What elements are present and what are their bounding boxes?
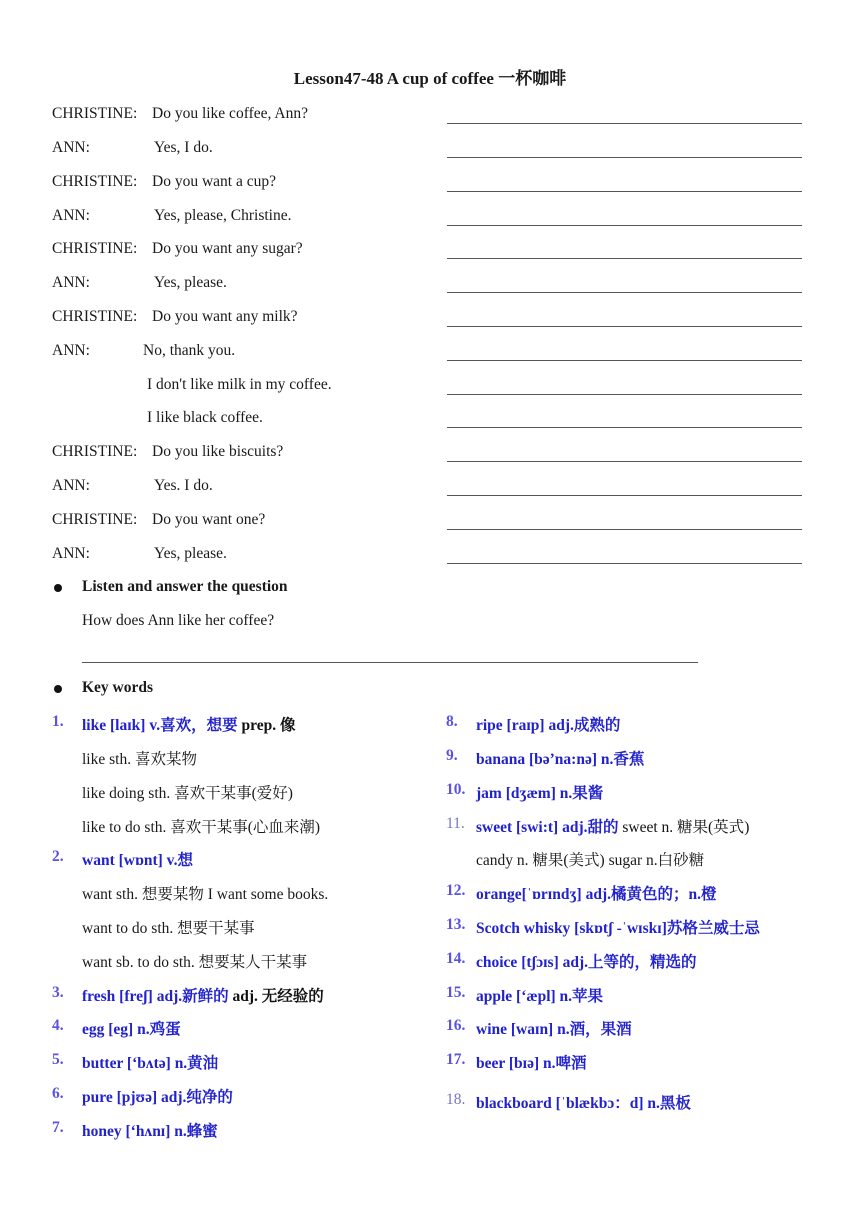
item-number: 3. [52, 984, 64, 1001]
dialogue-line [52, 105, 308, 123]
keyword-entry [476, 1091, 691, 1113]
keyword-main: banana [bə’na:nə] n.香蕉 [476, 751, 645, 768]
usage-line: like sth. 喜欢某物 [82, 751, 197, 768]
keyword-main: butter [‘bʌtə] n.黄油 [82, 1055, 219, 1072]
usage-line: want to do sth. 想要干某事 [82, 920, 255, 937]
keyword-main: jam [dʒæm] n.果酱 [476, 785, 604, 802]
keyword-entry [82, 1119, 218, 1141]
dialogue-line [52, 308, 298, 326]
speaker: ANN: [52, 139, 90, 156]
item-number: 15. [446, 984, 466, 1001]
usage-line: want sb. to do sth. 想要某人干某事 [82, 954, 308, 971]
item-number: 13. [446, 916, 466, 933]
dialogue-line [52, 409, 263, 427]
item-number: 9. [446, 747, 458, 764]
dialogue-line [52, 545, 227, 563]
page-title: Lesson47-48 A cup of coffee 一杯咖啡 [293, 69, 567, 88]
keyword-entry [82, 984, 324, 1006]
keyword-main: fresh [freʃ] adj.新鲜的 [82, 988, 229, 1005]
item-number: 14. [446, 950, 466, 967]
item-number: 2. [52, 848, 64, 865]
dialogue-line [52, 443, 283, 461]
keyword-entry [476, 747, 644, 769]
line-text: Yes, please, Christine. [154, 207, 292, 224]
dialogue-line [52, 173, 276, 191]
translation-blank[interactable] [447, 292, 802, 293]
item-number: 10. [446, 781, 466, 798]
speaker: ANN: [52, 477, 90, 494]
speaker: ANN: [52, 342, 90, 359]
line-text: Yes, please. [154, 274, 227, 291]
line-text: I like black coffee. [147, 409, 263, 426]
item-number: 18. [446, 1091, 466, 1108]
item-number: 16. [446, 1017, 466, 1034]
bullet-icon [54, 685, 62, 693]
keyword-main: ripe [raɪp] adj.成熟的 [476, 717, 621, 734]
translation-blank[interactable] [447, 123, 802, 124]
dialogue-line [52, 342, 235, 360]
speaker: CHRISTINE: [52, 511, 138, 528]
line-text: Yes, I do. [154, 139, 213, 156]
keyword-entry [476, 713, 620, 735]
keyword-main: apple [‘æpl] n.苹果 [476, 988, 604, 1005]
speaker: CHRISTINE: [52, 308, 138, 325]
keyword-extra: sweet n. 糖果(英式) [618, 819, 750, 836]
keyword-main: choice [tʃɔɪs] adj.上等的，精选的 [476, 954, 697, 971]
translation-blank[interactable] [447, 394, 802, 395]
usage-line: candy n. 糖果(美式) sugar n.白砂糖 [476, 852, 705, 869]
keyword-main: orange[ˈɒrɪndʒ] adj.橘黄色的；n.橙 [476, 886, 717, 903]
speaker: ANN: [52, 545, 90, 562]
speaker: CHRISTINE: [52, 173, 138, 190]
keyword-entry [82, 848, 193, 870]
translation-blank[interactable] [447, 529, 802, 530]
line-text: Do you want any milk? [152, 308, 298, 325]
line-text: Yes. I do. [154, 477, 213, 494]
keyword-main: blackboard [ˈblækbɔ：d] n.黑板 [476, 1095, 691, 1112]
dialogue-line [52, 274, 227, 292]
speaker: ANN: [52, 274, 90, 291]
listen-question: How does Ann like her coffee? [82, 612, 275, 629]
keyword-main: want [wɒnt] v.想 [82, 852, 193, 869]
translation-blank[interactable] [447, 360, 802, 361]
item-number: 17. [446, 1051, 466, 1068]
keyword-entry [82, 713, 295, 735]
keyword-entry [476, 781, 603, 803]
keyword-entry [476, 1051, 587, 1073]
listen-heading: Listen and answer the question [82, 578, 288, 595]
dialogue-line [52, 511, 265, 529]
line-text: Do you want any sugar? [152, 240, 303, 257]
line-text: Do you like biscuits? [152, 443, 284, 460]
translation-blank[interactable] [447, 495, 802, 496]
line-text: Do you want a cup? [152, 173, 276, 190]
keyword-entry [82, 1017, 181, 1039]
speaker: CHRISTINE: [52, 105, 138, 122]
keyword-main: honey [‘hʌnɪ] n.蜂蜜 [82, 1123, 218, 1140]
keyword-main: beer [bɪə] n.啤酒 [476, 1055, 587, 1072]
keyword-entry [476, 882, 717, 904]
item-number: 4. [52, 1017, 64, 1034]
dialogue-line [52, 376, 332, 394]
keywords-heading: Key words [82, 679, 154, 696]
translation-blank[interactable] [447, 461, 802, 462]
line-text: No, thank you. [143, 342, 236, 359]
keyword-main: sweet [swi:t] adj.甜的 [476, 819, 619, 836]
item-number: 7. [52, 1119, 64, 1136]
item-number: 6. [52, 1085, 64, 1102]
item-number: 11. [446, 815, 465, 832]
translation-blank[interactable] [447, 225, 802, 226]
translation-blank[interactable] [447, 191, 802, 192]
keyword-entry [82, 1051, 218, 1073]
keyword-main: like [laɪk] v.喜欢，想要 [82, 717, 238, 734]
keyword-entry [82, 1085, 233, 1107]
translation-blank[interactable] [447, 427, 802, 428]
line-text: Yes, please. [154, 545, 227, 562]
keyword-main: egg [eg] n.鸡蛋 [82, 1021, 181, 1038]
speaker: ANN: [52, 207, 90, 224]
translation-blank[interactable] [447, 563, 802, 564]
dialogue-line [52, 139, 213, 157]
keyword-entry [476, 916, 760, 938]
translation-blank[interactable] [447, 157, 802, 158]
speaker: CHRISTINE: [52, 443, 138, 460]
item-number: 1. [52, 713, 64, 730]
keyword-extra: adj. 无经验的 [228, 988, 324, 1005]
keyword-main: wine [waɪn] n.酒，果酒 [476, 1021, 632, 1038]
usage-line: want sth. 想要某物 I want some books. [82, 886, 329, 903]
translation-blank[interactable] [447, 258, 802, 259]
keyword-main: Scotch whisky [skɒtʃ -ˈwɪskɪ]苏格兰威士忌 [476, 920, 760, 937]
keyword-entry [476, 1017, 632, 1039]
usage-line: like to do sth. 喜欢干某事(心血来潮) [82, 819, 321, 836]
dialogue-line [52, 207, 292, 225]
speaker: CHRISTINE: [52, 240, 138, 257]
line-text: I don't like milk in my coffee. [147, 376, 332, 393]
answer-blank[interactable] [82, 662, 698, 663]
dialogue-line [52, 240, 303, 258]
keyword-entry [476, 950, 697, 972]
keyword-entry [476, 984, 603, 1006]
dialogue-line [52, 477, 213, 495]
translation-blank[interactable] [447, 326, 802, 327]
keyword-extra: prep. 像 [237, 717, 296, 734]
item-number: 12. [446, 882, 466, 899]
item-number: 8. [446, 713, 458, 730]
keyword-entry [476, 815, 749, 837]
line-text: Do you like coffee, Ann? [152, 105, 308, 122]
bullet-icon [54, 584, 62, 592]
usage-line: like doing sth. 喜欢干某事(爱好) [82, 785, 293, 802]
item-number: 5. [52, 1051, 64, 1068]
line-text: Do you want one? [152, 511, 266, 528]
keyword-main: pure [pjʊə] adj.纯净的 [82, 1089, 233, 1106]
